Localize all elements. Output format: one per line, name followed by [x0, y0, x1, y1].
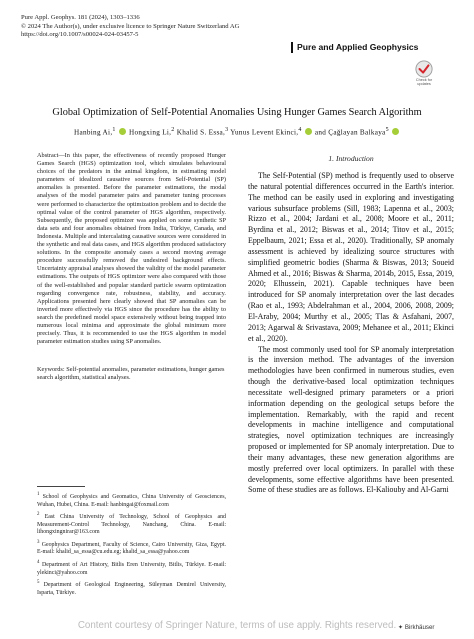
intro-paragraph-2: The most commonly used tool for SP anomaly interpretation is the inversion method. The advantages of the inversion methodologies have been confirmed in numerous studies, even though the derivative-based local optimization techniques necessitate well-designed primary parameters or a priori information depending on the geological setups before the implementation. Remarkably, with the rapid and recent developments in machine intelligence and computational strategies, novel optimization techniques are increasingly proposed or implemented for SP anomaly interpretation. Due to their many advantages, these new generation algorithms are mostly preferred over local optimizers. In parallel with these developments, some effective algorithms have been presented. Some of these studies are as follows. El-Kaliouby and Al-Garni [248, 344, 454, 495]
footnote: $^2$ East China University of Technology, School of Geophysics and Measurement-Control Technology, Nanchang, China. E-mail: lihongxingnirar@163.com [37, 512, 226, 536]
footnote: $^4$ Department of Art History, Bitlis Eren University, Bitlis, Türkiye. E-mail: ylekinci@yahoo.com [37, 560, 226, 576]
check-for-updates-button[interactable] [410, 60, 438, 87]
introduction-body [248, 171, 454, 496]
orcid-icon[interactable] [119, 128, 126, 135]
check-updates-icon [415, 60, 433, 78]
author-2-sup: 2 [171, 127, 175, 133]
footnote-divider [37, 486, 85, 487]
footnote: $^3$ Geophysics Department, Faculty of Science, Cairo University, Giza, Egypt. E-mail: khalid_sa_essa@cu.edu.eg; khalid_sa_essa@yahoo.com [37, 539, 226, 556]
abstract: Abstract—In this paper, the effectiveness of recently proposed Hunger Games Search (HGS) optimization tool, which simulates behavioural choices of the predators in the animal kingdom, in estimating model parameters of idealized causative sources from Self-Potential (SP) anomalies is presented. Before the parameter estimations, the modal analyses of the model parameter pairs and parameter tuning processes were performed to characterize the optimization problem and to decide the optimal value of the control parameter of HGS algorithm, respectively. Subsequently, the proposed optimizer was applied on some synthetic SP data sets and four anomalies obtained from India, Türkiye, Canada, and Indonesia. Multiple and intercalating causative sources were considered in the synthetic and real data cases, and HGS algorithm produced satisfactory solutions. In the composite anomaly cases a second moving average procedure successfully removed the undesired background effects. Uncertainty appraisal analyses showed the validity of the model parameter estimations. The outputs of HGS optimizer were also compared with those of the well-established and popular standard particle swarm optimization regarding convergence rate, robustness, stability, and accuracy. Applications presented here clearly showed that SP anomalies can be inverted more effectively via HGS since the procedure has the ability to search the predefined model space extensively without being trapped into numerous local minima and approximate the global minimum more precisely. Thus, it is recommended to use the HGS algorithm in model parameter estimation studies using SP anomalies. [37, 152, 226, 346]
journal-title: Pure and Applied Geophysics [297, 42, 419, 52]
check-updates-label: Check for updates [415, 78, 433, 87]
intro-paragraph-1: The Self-Potential (SP) method is frequently used to observe the natural potential differences occurred in the Earth's interior. The method can be easily used in exploring and investigating various subsurface problems (Sill, 1983; Lapenna et al., 2003; Rizzo et al., 2004; Jardani et al., 2008; Moore et al., 2011; Byrdina et al., 2012; Biswas et al., 2014; Titov et al., 2015; Eppelbaum, 2021; Essa et al., 2020). Traditionally, SP anomaly assessment is achieved by idealizing source structures with simplified geometric bodies (Sharma & Biswas, 2013; Soueid Ahmed et al., 2016; Biswas & Sharma, 2014b, 2015, Essa, 2019, 2020; Elhussein, 2021). Capable techniques have been introduced for SP anomaly interpretation over the last decades (Rao et al., 1993; Abdelrahman et al., 2004, 2006, 2008, 2009; El-Araby, 2004; Murthy et al., 2005; Tlas & Asfahani, 2007, 2013; Agarwal & Srivastava, 2009; Mehanee et al., 2011; Ekinci et al., 2020). [248, 171, 454, 343]
author-1-sup: 1 [112, 127, 116, 133]
copyright-line: © 2024 The Author(s), under exclusive licence to Springer Nature Switzerland AG [21, 22, 240, 30]
author-5-sup: 5 [385, 127, 389, 133]
author-1[interactable]: Hanbing Ai, [73, 128, 113, 137]
footnote: $^1$ School of Geophysics and Geomatics, China University of Geosciences, Wuhan, Hubei, China. E-mail: hanbingai@foxmail.com [37, 492, 226, 508]
orcid-icon[interactable] [305, 128, 312, 135]
journal-bar-icon [291, 42, 293, 53]
author-3-sup: 3 [225, 127, 229, 133]
orcid-icon[interactable] [392, 128, 399, 135]
footnote: $^5$ Department of Geological Engineering, Süleyman Demirel University, Isparta, Türkiye. [37, 580, 226, 596]
author-3[interactable]: Khalid S. Essa, [176, 128, 226, 137]
section-heading: 1. Introduction [328, 154, 374, 163]
article-title: Global Optimization of Self-Potential Anomalies Using Hunger Games Search Algorithm [52, 107, 422, 118]
article-header [21, 14, 239, 40]
watermark-credit: Content courtesy of Springer Nature, terms of use apply. Rights reserved. [77, 620, 397, 631]
publisher-icon: ✦ [398, 624, 404, 631]
author-2[interactable]: Hongxing Li, [128, 128, 172, 137]
author-5[interactable]: and Çağlayan Balkaya [314, 128, 386, 137]
affiliation-footnotes [37, 491, 226, 599]
author-4[interactable]: Yunus Levent Ekinci, [230, 128, 299, 137]
citation-line: Pure Appl. Geophys. 181 (2024), 1303–1336 [21, 14, 140, 21]
keywords: Keywords: Self-potential anomalies, parameter estimations, hunger games search algorithm, statistical analyses. [37, 366, 225, 382]
doi-line[interactable]: https://doi.org/10.1007/s00024-024-03457-5 [21, 31, 139, 39]
author-list [0, 127, 474, 136]
author-4-sup: 4 [298, 127, 302, 133]
journal-name [291, 41, 461, 53]
publisher-name: Birkhäuser [404, 624, 435, 631]
